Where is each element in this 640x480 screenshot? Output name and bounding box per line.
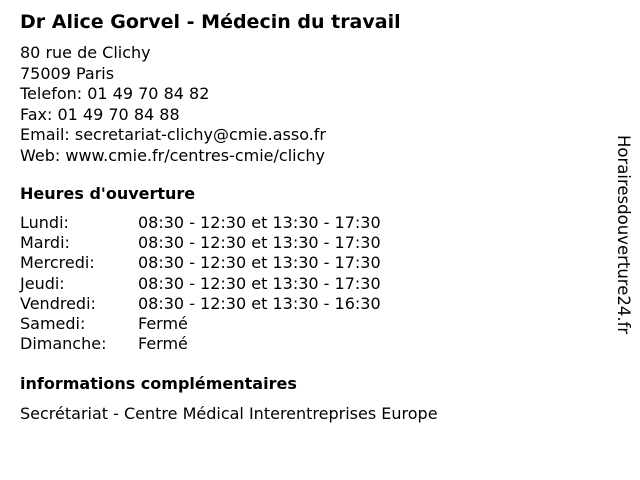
hours-value: Fermé: [138, 334, 188, 354]
site-watermark: Horairesdouverture24.fr: [614, 135, 633, 335]
address-street: 80 rue de Clichy: [20, 43, 151, 62]
day-label: Vendredi:: [20, 293, 96, 313]
website-address: Web: www.cmie.fr/centres-cmie/clichy: [20, 145, 325, 165]
address-city: 75009 Paris: [20, 63, 115, 83]
day-label: Mardi:: [20, 233, 70, 253]
opening-hours-heading: Heures d'ouverture: [20, 184, 196, 203]
hours-value: 08:30 - 12:30 et 13:30 - 17:30: [138, 213, 381, 232]
additional-info-heading: informations complémentaires: [20, 374, 297, 393]
day-label: Samedi:: [20, 313, 86, 333]
day-label: Jeudi:: [20, 273, 65, 293]
fax-number: Fax: 01 49 70 84 88: [20, 104, 180, 124]
email-address: Email: secretariat-clichy@cmie.asso.fr: [20, 125, 326, 144]
additional-info-text: Secrétariat - Centre Médical Interentreprises Europe: [20, 404, 438, 423]
day-label: Mercredi:: [20, 253, 95, 273]
hours-value: Fermé: [138, 313, 188, 333]
hours-value: 08:30 - 12:30 et 13:30 - 17:30: [138, 233, 381, 253]
phone-number: Telefon: 01 49 70 84 82: [20, 84, 210, 103]
hours-value: 08:30 - 12:30 et 13:30 - 17:30: [138, 253, 381, 273]
hours-value: 08:30 - 12:30 et 13:30 - 16:30: [138, 293, 381, 313]
day-label: Dimanche:: [20, 334, 107, 354]
page-title: Dr Alice Gorvel - Médecin du travail: [20, 11, 401, 33]
day-label: Lundi:: [20, 213, 69, 232]
hours-value: 08:30 - 12:30 et 13:30 - 17:30: [138, 273, 381, 293]
contact-block: [20, 43, 326, 166]
